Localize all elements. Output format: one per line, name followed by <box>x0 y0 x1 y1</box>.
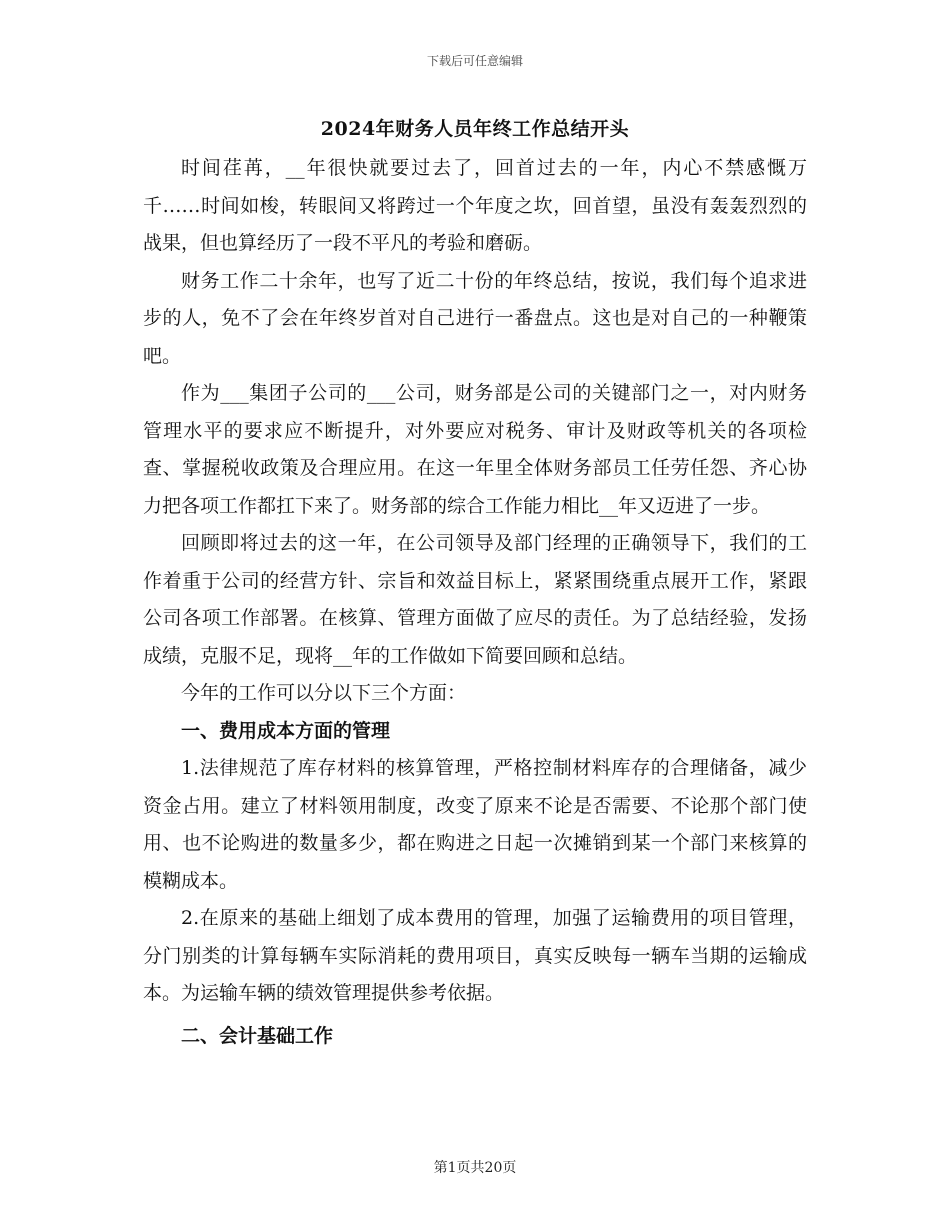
section-heading-accounting-basics: 二、会计基础工作 <box>181 1024 334 1047</box>
section-heading-cost-management: 一、费用成本方面的管理 <box>181 719 391 742</box>
document-title: 2024年财务人员年终工作总结开头 <box>320 118 630 140</box>
list-item-inventory: 1.法律规范了库存材料的核算管理，严格控制材料库存的合理储备，减少资金占用。建立了材料领用制度，改变了原来不论是否需要、不论那个部门使用、也不论购进的数量多少，都在购进之日起一次摊销到某一个部门来核算的模糊成本。 <box>143 757 807 892</box>
paragraph-year-review: 回顾即将过去的这一年，在公司领导及部门经理的正确领导下，我们的工作着重于公司的经营方针、宗旨和效益目标上，紧紧围绕重点展开工作，紧跟公司各项工作部署。在核算、管理方面做了应尽的责任。为了总结经验，发扬成绩，克服不足，现将__年的工作做如下简要回顾和总结。 <box>143 532 807 667</box>
page-header-note: 下载后可任意编辑 <box>426 54 523 68</box>
paragraph-intro: 时间荏苒，__年很快就要过去了，回首过去的一年，内心不禁感慨万千……时间如梭，转眼间又将跨过一个年度之坎，回首望，虽没有轰轰烈烈的战果，但也算经历了一段不平凡的考验和磨砺。 <box>143 157 807 254</box>
paragraph-three-aspects: 今年的工作可以分以下三个方面： <box>181 682 467 704</box>
list-item-cost-details: 2.在原来的基础上细划了成本费用的管理，加强了运输费用的项目管理，分门别类的计算每辆车实际消耗的费用项目，真实反映每一辆车当期的运输成本。为运输车辆的绩效管理提供参考依据。 <box>143 907 807 1004</box>
document-body <box>143 150 807 1055</box>
page-footer-pagination: 第1页共20页 <box>433 1160 517 1176</box>
paragraph-experience: 财务工作二十余年，也写了近二十份的年终总结，按说，我们每个追求进步的人，免不了会在年终岁首对自己进行一番盘点。这也是对自己的一种鞭策吧。 <box>143 269 807 367</box>
paragraph-department-role: 作为___集团子公司的___公司，财务部是公司的关键部门之一，对内财务管理水平的要求应不断提升，对外要应对税务、审计及财政等机关的各项检查、掌握税收政策及合理应用。在这一年里全体财务部员工任劳任怨、齐心协力把各项工作都扛下来了。财务部的综合工作能力相比__年又迈进了一步。 <box>143 382 807 517</box>
